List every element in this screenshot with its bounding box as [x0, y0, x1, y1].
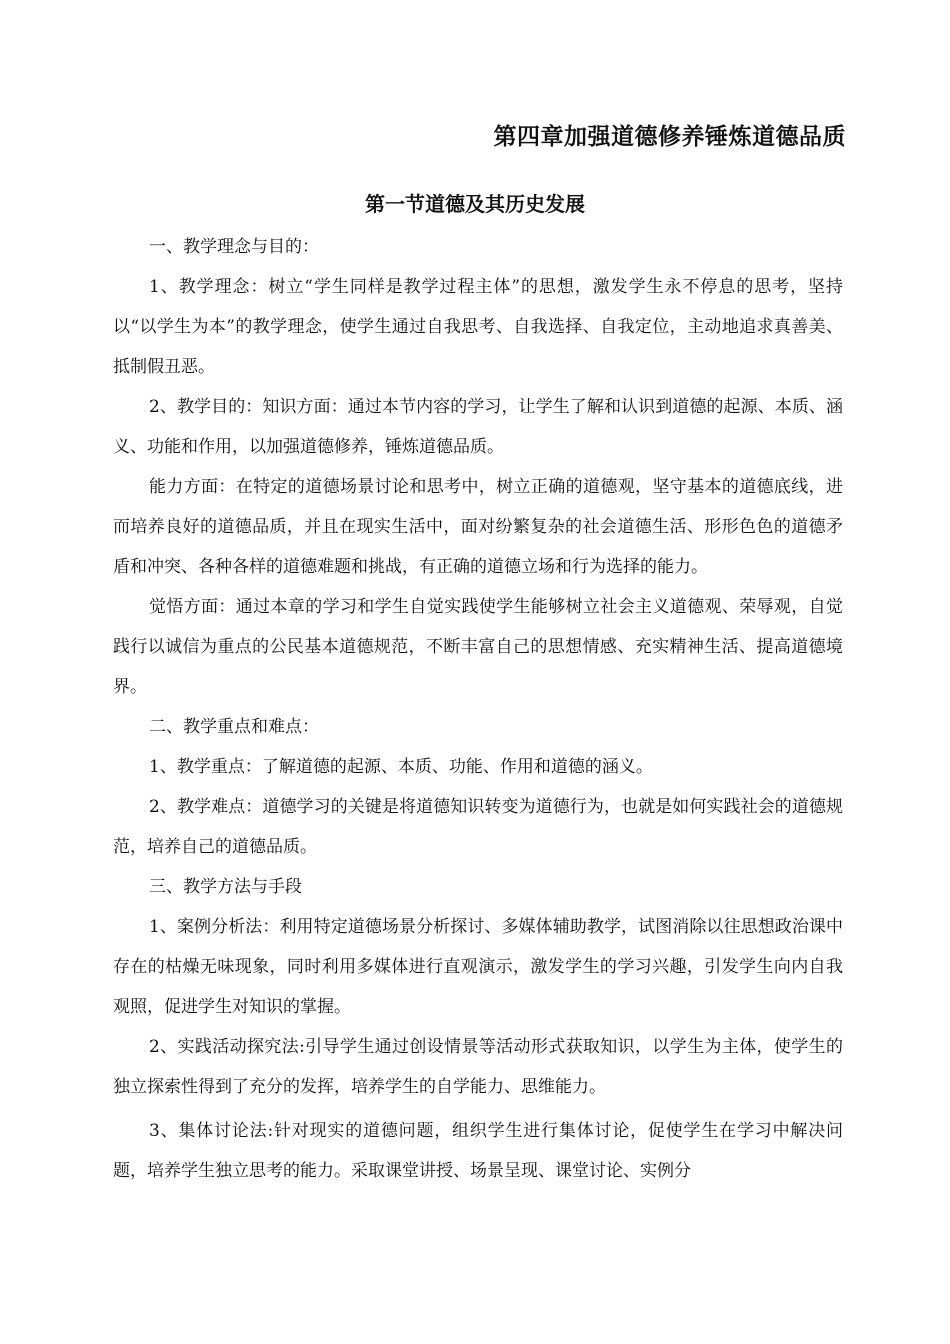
paragraph-heading-3: 三、教学方法与手段 [149, 877, 302, 897]
paragraph: 1、教学重点：了解道德的起源、本质、功能、作用和道德的涵义。 [149, 757, 653, 777]
section-title: 第一节道德及其历史发展 [365, 192, 585, 216]
paragraph: 1、案例分析法：利用特定道德场景分析探讨、多媒体辅助教学，试图消除以往思想政治课中存在的枯燥无味现象，同时利用多媒体进行直观演示，激发学生的学习兴趣，引发学生向内自我观照，促进学生对知识的掌握。 [113, 917, 843, 1017]
paragraph-heading-1: 一、教学理念与目的： [149, 237, 319, 257]
paragraph: 2、实践活动探究法:引导学生通过创设情景等活动形式获取知识，以学生为主体，使学生的独立探索性得到了充分的发挥，培养学生的自学能力、思维能力。 [113, 1037, 843, 1097]
paragraph: 2、教学目的：知识方面：通过本节内容的学习，让学生了解和认识到道德的起源、本质、涵义、功能和作用，以加强道德修养，锤炼道德品质。 [113, 397, 843, 457]
chapter-title: 第四章加强道德修养锤炼道德品质 [493, 124, 846, 150]
paragraph: 3、集体讨论法:针对现实的道德问题，组织学生进行集体讨论，促使学生在学习中解决问题，培养学生独立思考的能力。采取课堂讲授、场景呈现、课堂讨论、实例分 [113, 1121, 843, 1181]
paragraph: 能力方面：在特定的道德场景讨论和思考中，树立正确的道德观，坚守基本的道德底线，进而培养良好的道德品质，并且在现实生活中，面对纷繁复杂的社会道德生活、形形色色的道德矛盾和冲突、各种各样的道德难题和挑战，有正确的道德立场和行为选择的能力。 [113, 477, 843, 577]
paragraph: 2、教学难点：道德学习的关键是将道德知识转变为道德行为，也就是如何实践社会的道德规范，培养自己的道德品质。 [113, 797, 843, 857]
paragraph: 觉悟方面：通过本章的学习和学生自觉实践使学生能够树立社会主义道德观、荣辱观，自觉践行以诚信为重点的公民基本道德规范，不断丰富自己的思想情感、充实精神生活、提高道德境界。 [113, 597, 843, 697]
paragraph: 1、教学理念：树立“学生同样是教学过程主体”的思想，激发学生永不停息的思考，坚持以“以学生为本”的教学理念，使学生通过自我思考、自我选择、自我定位，主动地追求真善美、抵制假丑恶。 [113, 277, 843, 377]
paragraph-heading-2: 二、教学重点和难点： [149, 717, 319, 737]
body-text [113, 227, 843, 1191]
